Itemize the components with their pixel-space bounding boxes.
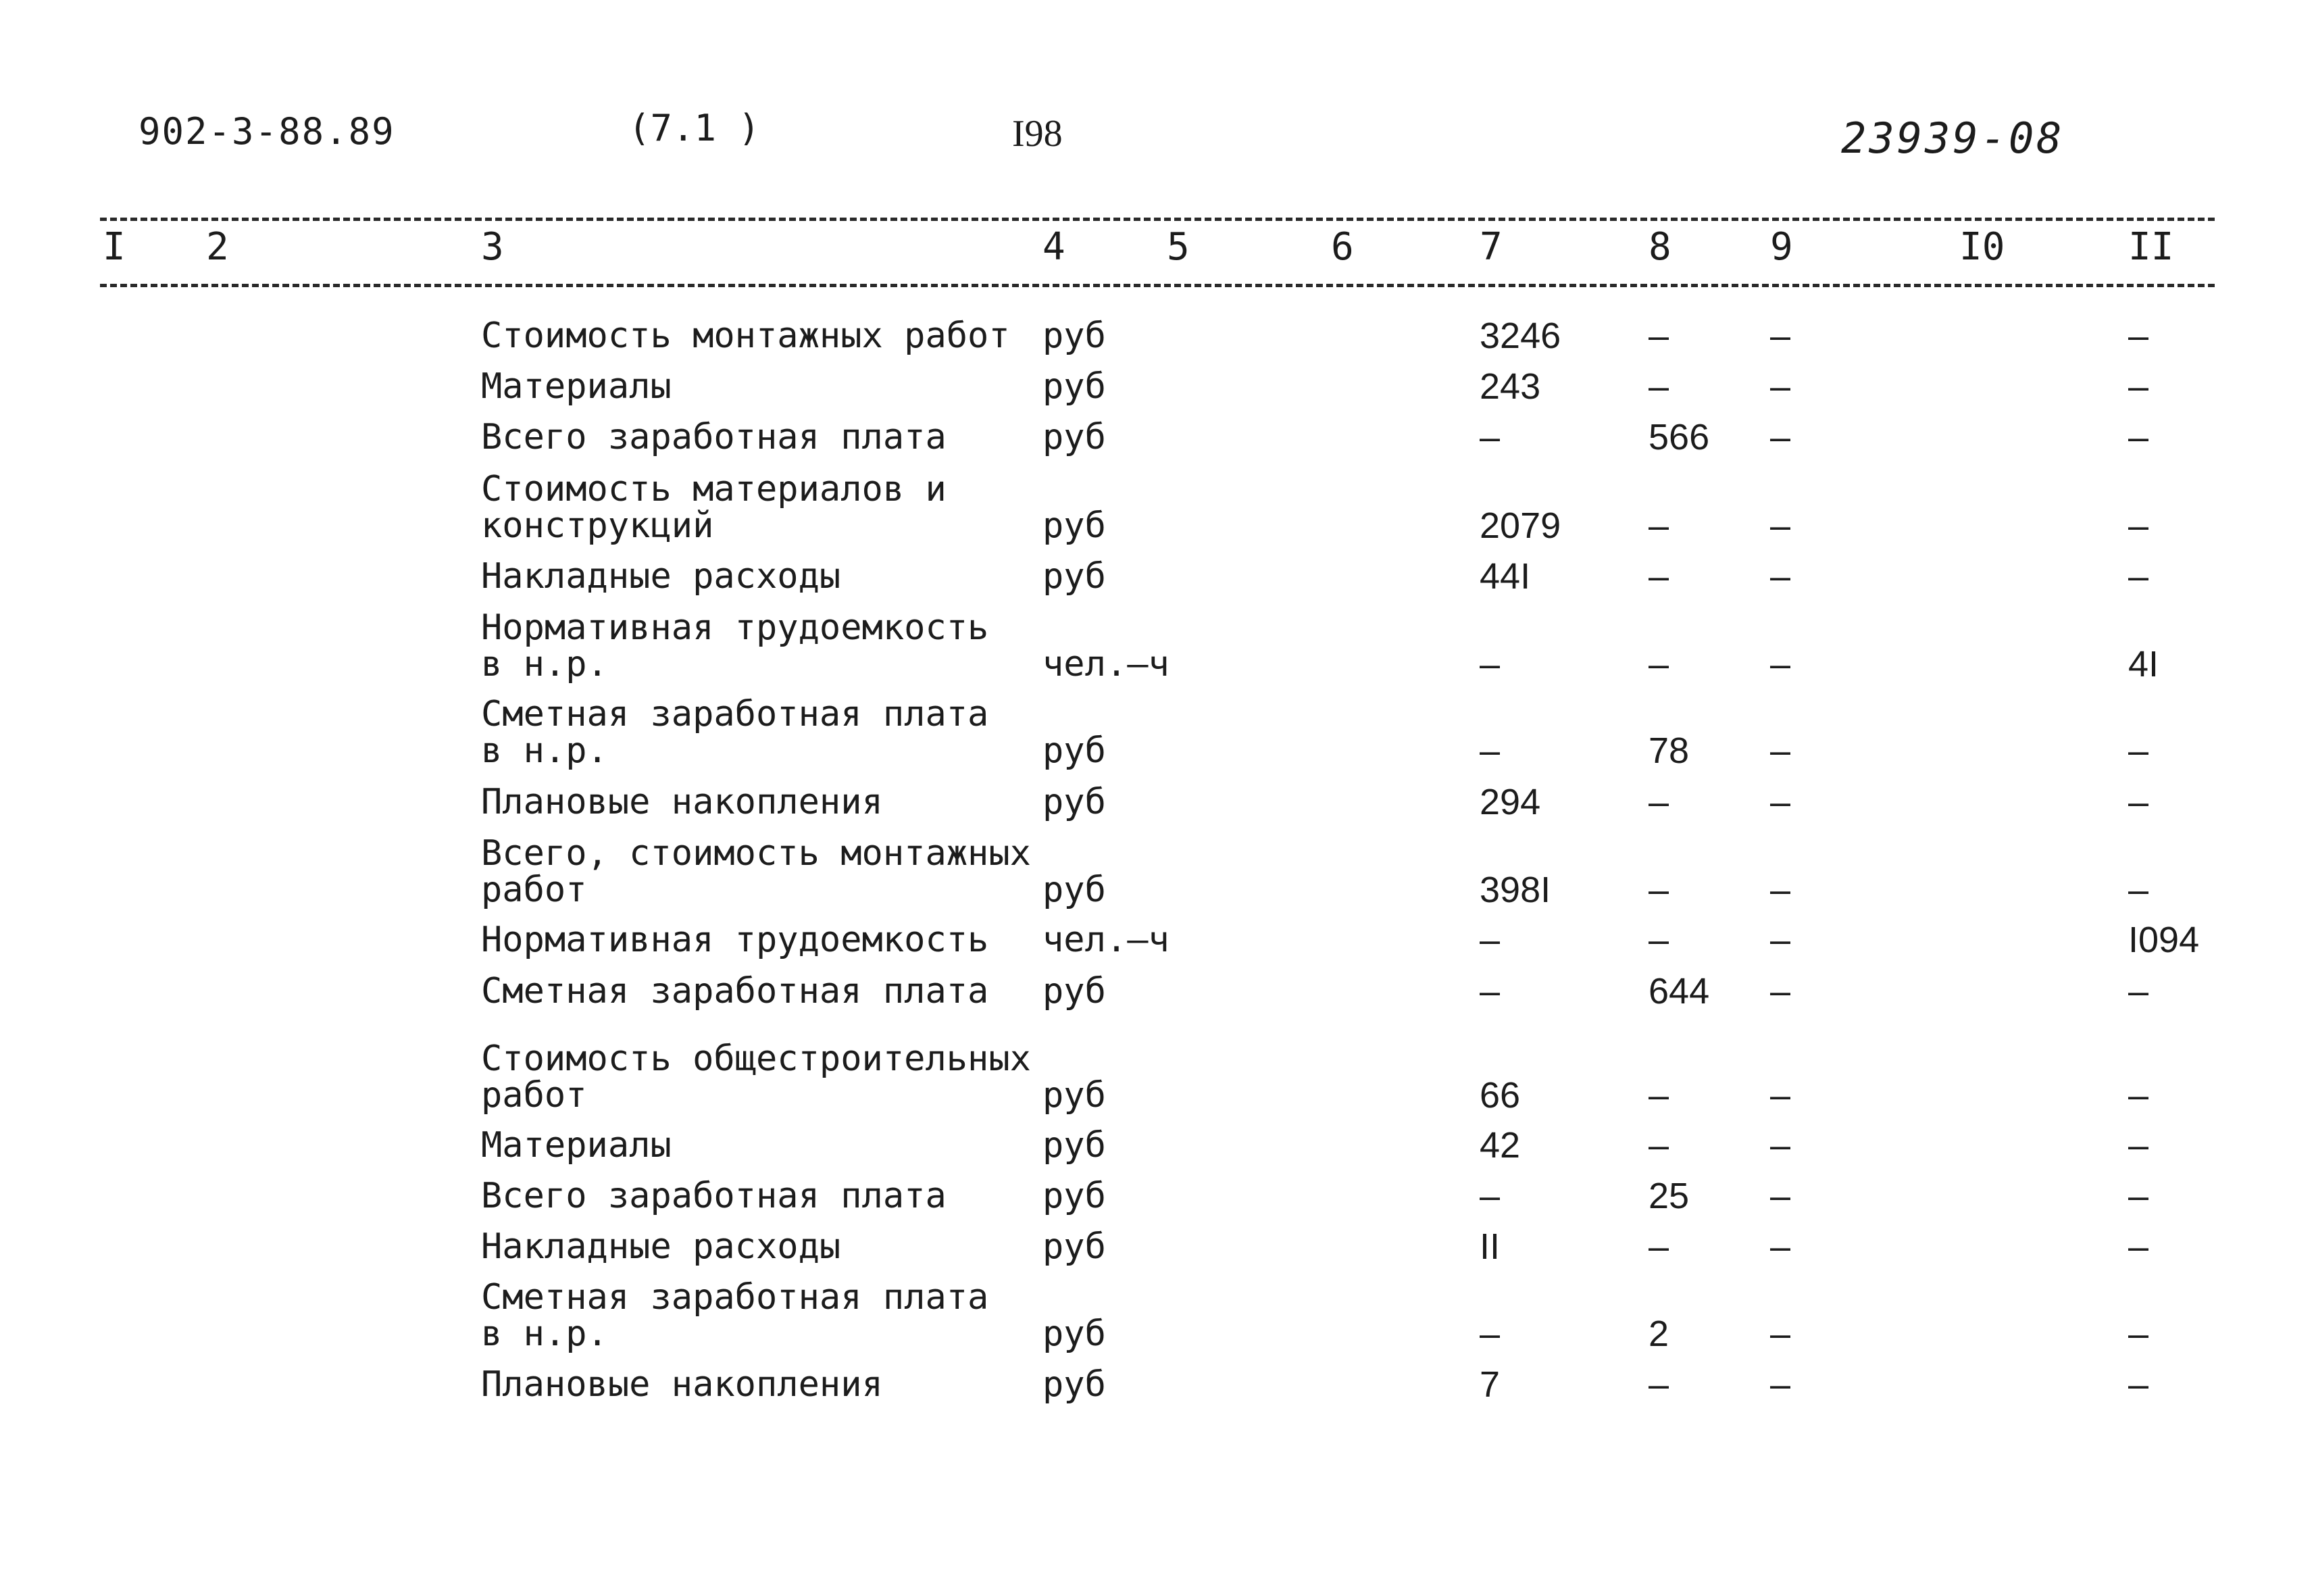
row-col11: –	[2128, 505, 2149, 546]
row-unit: руб	[1042, 1364, 1106, 1405]
row-col8: 78	[1649, 730, 1690, 771]
row-col11: –	[2128, 730, 2149, 771]
row-col11: –	[2128, 870, 2149, 910]
row-col9: –	[1770, 730, 1791, 771]
row-col7: –	[1480, 971, 1501, 1012]
column-number-4: 4	[1042, 225, 1065, 269]
row-col11: –	[2128, 366, 2149, 407]
row-col7: –	[1480, 730, 1501, 771]
row-col7: 398I	[1480, 870, 1551, 910]
row-col11: –	[2128, 316, 2149, 356]
row-name: Стоимость монтажных работ	[481, 316, 1010, 356]
row-col9: –	[1770, 1125, 1791, 1166]
row-name: Стоимость общестроительных работ	[481, 1039, 1031, 1116]
row-col7: –	[1480, 644, 1501, 684]
row-unit: руб	[1042, 1314, 1106, 1354]
table-top-rule	[100, 218, 2215, 221]
column-number-3: 3	[481, 225, 504, 269]
row-col11: –	[2128, 1314, 2149, 1354]
row-col8: 2	[1649, 1314, 1669, 1354]
row-col9: –	[1770, 782, 1791, 822]
row-unit: руб	[1042, 870, 1106, 910]
row-unit: руб	[1042, 316, 1106, 356]
row-col8: –	[1649, 1075, 1669, 1116]
row-name: Накладные расходы	[481, 556, 841, 597]
row-unit: руб	[1042, 1176, 1106, 1216]
row-col9: –	[1770, 505, 1791, 546]
row-col9: –	[1770, 417, 1791, 457]
row-col7: 243	[1480, 366, 1541, 407]
row-col9: –	[1770, 1364, 1791, 1405]
row-col9: –	[1770, 1314, 1791, 1354]
row-col8: –	[1649, 366, 1669, 407]
row-col7: –	[1480, 920, 1501, 960]
registration-number: 23939-08	[1841, 114, 2065, 163]
row-col7: 44I	[1480, 556, 1531, 597]
row-unit: руб	[1042, 505, 1106, 546]
row-col7: –	[1480, 1176, 1501, 1216]
row-col7: –	[1480, 1314, 1501, 1354]
row-col8: –	[1649, 644, 1669, 684]
row-name: Нормативная трудоемкость в н.р.	[481, 607, 989, 684]
column-number-9: 9	[1770, 225, 1793, 269]
row-col8: 25	[1649, 1176, 1690, 1216]
row-unit: руб	[1042, 1075, 1106, 1116]
row-col11: 4I	[2128, 644, 2159, 684]
row-col7: 3246	[1480, 316, 1561, 356]
row-col8: –	[1649, 556, 1669, 597]
row-col8: 644	[1649, 971, 1710, 1012]
row-col9: –	[1770, 556, 1791, 597]
row-col11: I094	[2128, 920, 2200, 960]
row-name: Сметная заработная плата в н.р.	[481, 1277, 989, 1354]
row-name: Накладные расходы	[481, 1226, 841, 1267]
row-col8: 566	[1649, 417, 1710, 457]
row-name: Всего заработная плата	[481, 417, 947, 457]
row-col11: –	[2128, 1176, 2149, 1216]
row-unit: руб	[1042, 782, 1106, 822]
row-col9: –	[1770, 870, 1791, 910]
column-number-6: 6	[1331, 225, 1354, 269]
row-col11: –	[2128, 782, 2149, 822]
row-name: Стоимость материалов и конструкций	[481, 469, 947, 546]
row-unit: руб	[1042, 366, 1106, 407]
row-unit: чел.–ч	[1042, 920, 1169, 960]
row-col11: –	[2128, 556, 2149, 597]
row-col8: –	[1649, 782, 1669, 822]
row-col9: –	[1770, 971, 1791, 1012]
row-col8: –	[1649, 870, 1669, 910]
column-number-5: 5	[1167, 225, 1190, 269]
row-name: Плановые накопления	[481, 782, 883, 822]
row-name: Сметная заработная плата	[481, 971, 989, 1012]
row-col7: –	[1480, 417, 1501, 457]
row-col7: 66	[1480, 1075, 1521, 1116]
row-col11: –	[2128, 1364, 2149, 1405]
row-col8: –	[1649, 316, 1669, 356]
row-col7: 2079	[1480, 505, 1561, 546]
row-name: Материалы	[481, 1125, 672, 1166]
table-header-rule	[100, 284, 2215, 287]
row-col9: –	[1770, 1226, 1791, 1267]
row-col9: –	[1770, 366, 1791, 407]
row-col7: 42	[1480, 1125, 1521, 1166]
row-col9: –	[1770, 920, 1791, 960]
row-col9: –	[1770, 1176, 1791, 1216]
row-col11: –	[2128, 1226, 2149, 1267]
row-col11: –	[2128, 1125, 2149, 1166]
row-col8: –	[1649, 1226, 1669, 1267]
page-number: I98	[1012, 113, 1063, 155]
section-number: (7.1 )	[628, 107, 761, 149]
document-code: 902-3-88.89	[139, 110, 395, 153]
column-number-7: 7	[1480, 225, 1503, 269]
row-col11: –	[2128, 417, 2149, 457]
row-col11: –	[2128, 1075, 2149, 1116]
row-col8: –	[1649, 505, 1669, 546]
row-col8: –	[1649, 920, 1669, 960]
row-unit: руб	[1042, 1125, 1106, 1166]
row-unit: руб	[1042, 556, 1106, 597]
row-col8: –	[1649, 1125, 1669, 1166]
row-col7: 294	[1480, 782, 1541, 822]
row-name: Всего, стоимость монтажных работ	[481, 833, 1031, 910]
column-number-8: 8	[1649, 225, 1671, 269]
column-number-11: II	[2128, 225, 2174, 269]
row-col9: –	[1770, 316, 1791, 356]
row-name: Нормативная трудоемкость	[481, 920, 989, 960]
row-unit: руб	[1042, 730, 1106, 771]
row-col7: II	[1480, 1226, 1501, 1267]
row-col8: –	[1649, 1364, 1669, 1405]
row-name: Всего заработная плата	[481, 1176, 947, 1216]
column-number-10: I0	[1959, 225, 2005, 269]
row-unit: руб	[1042, 1226, 1106, 1267]
row-name: Плановые накопления	[481, 1364, 883, 1405]
row-col9: –	[1770, 644, 1791, 684]
row-unit: руб	[1042, 417, 1106, 457]
row-col11: –	[2128, 971, 2149, 1012]
column-number-1: I	[103, 225, 126, 269]
column-number-2: 2	[206, 225, 229, 269]
row-unit: чел.–ч	[1042, 644, 1169, 684]
row-unit: руб	[1042, 971, 1106, 1012]
row-name: Материалы	[481, 366, 672, 407]
row-col9: –	[1770, 1075, 1791, 1116]
row-col7: 7	[1480, 1364, 1501, 1405]
row-name: Сметная заработная плата в н.р.	[481, 694, 989, 771]
